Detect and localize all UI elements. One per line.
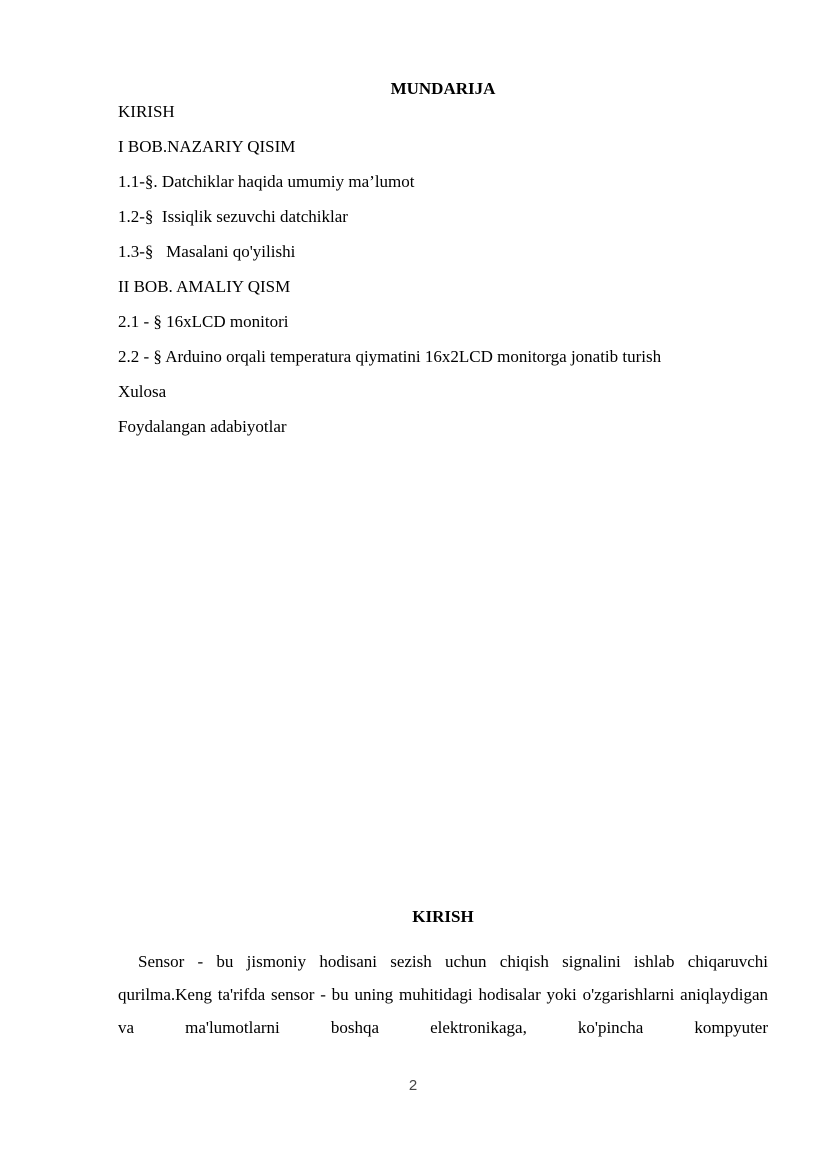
toc-title: MUNDARIJA xyxy=(390,79,496,98)
toc-item-chapter-2: II BOB. AMALIY QISM xyxy=(118,277,291,296)
toc-item-1-1: 1.1-§. Datchiklar haqida umumiy ma’lumot xyxy=(118,172,415,191)
toc-item-2-2: 2.2 - § Arduino orqali temperatura qiymatini 16x2LCD monitorga jonatib turish xyxy=(118,347,662,366)
section-title-kirish: KIRISH xyxy=(412,907,474,926)
toc-item-chapter-1: I BOB.NAZARIY QISIM xyxy=(118,137,296,156)
toc-item-kirish: KIRISH xyxy=(118,102,175,121)
intro-paragraph: Sensor - bu jismoniy hodisani sezish uchun chiqish signalini ishlab chiqaruvchi qurilma.Keng ta'rifda sensor - bu uning muhitidagi hodisalar yoki o'zgarishlarni aniqlaydigan va ma'lumotlarni boshqa elektronikaga, ko'pincha kompyuter xyxy=(118,952,768,1037)
toc-item-1-2: 1.2-§ Issiqlik sezuvchi datchiklar xyxy=(118,207,348,226)
toc-item-2-1: 2.1 - § 16xLCD monitori xyxy=(118,312,289,331)
toc-item-references: Foydalangan adabiyotlar xyxy=(118,417,287,436)
toc-item-xulosa: Xulosa xyxy=(118,382,167,401)
toc-item-1-3: 1.3-§ Masalani qo'yilishi xyxy=(118,242,296,261)
page-number: 2 xyxy=(408,1077,418,1094)
table-of-contents xyxy=(118,101,778,451)
